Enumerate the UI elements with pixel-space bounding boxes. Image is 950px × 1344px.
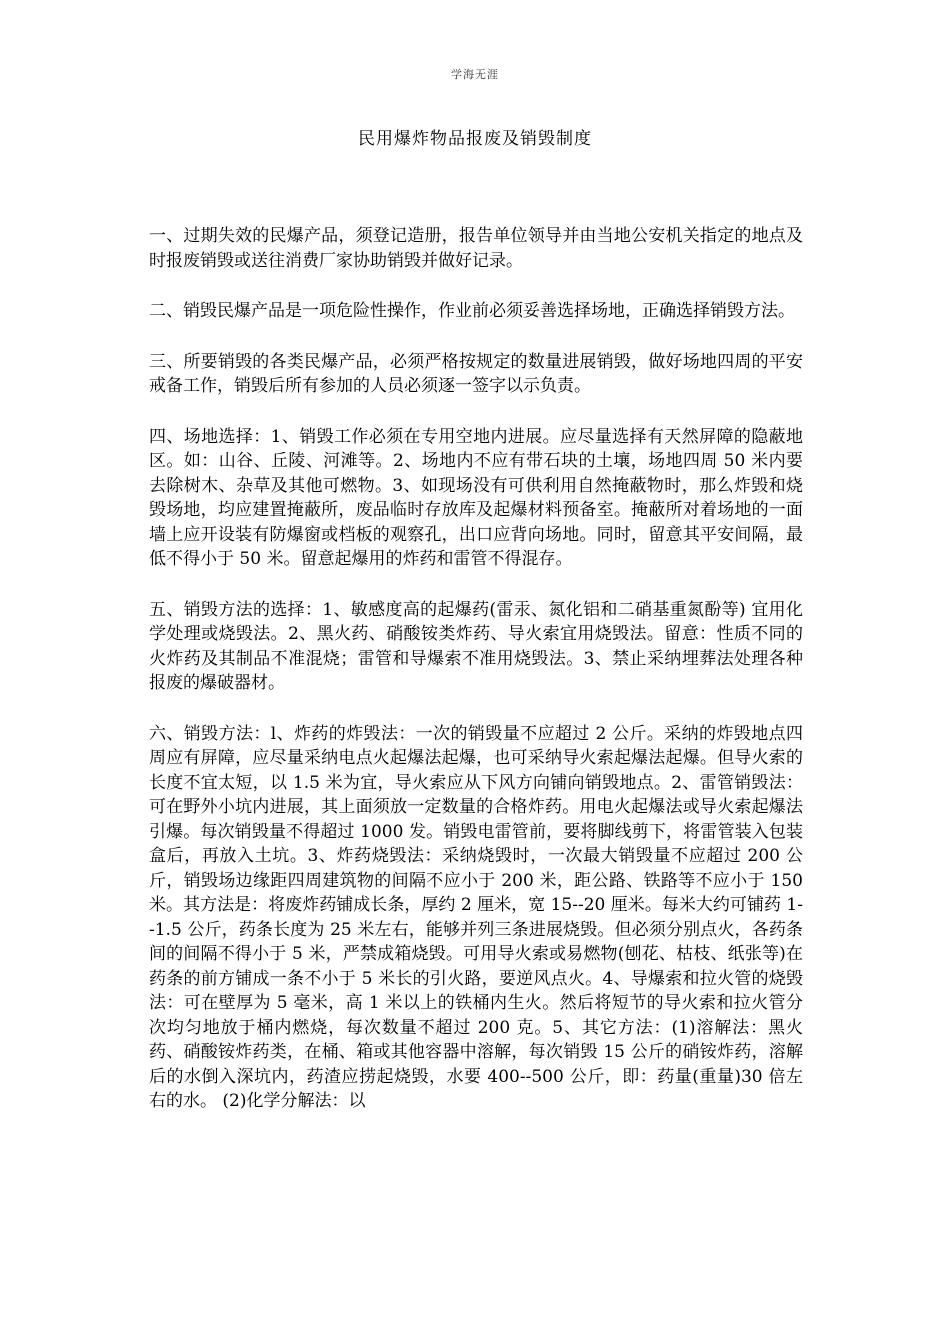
- paragraph-1: 一、过期失效的民爆产品，须登记造册，报告单位领导并由当地公安机关指定的地点及时报废销毁或送往消费厂家协助销毁并做好记录。: [149, 226, 803, 271]
- paragraph-2: 二、销毁民爆产品是一项危险性操作，作业前必须妥善选择场地，正确选择销毁方法。: [149, 301, 795, 321]
- paragraph-5: 五、销毁方法的选择：1、敏感度高的起爆药(雷汞、氮化铝和二硝基重氮酚等) 宜用化学处理或烧毁法。2、黑火药、硝酸铵类炸药、导火索宜用烧毁法。留意：性质不同的火炸药及其制品不准混烧；雷管和导爆索不准用烧毁法。3、禁止采纳埋葬法处理各种报废的爆破器材。: [149, 599, 803, 693]
- page-header: 学海无涯: [451, 68, 499, 81]
- document-title: 民用爆炸物品报废及销毁制度: [358, 129, 592, 149]
- paragraph-6: 六、销毁方法：l、炸药的炸毁法：一次的销毁量不应超过 2 公斤。采纳的炸毁地点四周应有屏障，应尽量采纳电点火起爆法起爆，也可采纳导火索起爆法起爆。但导火索的长度不宜太短，以 1.5 米为宜，导火索应从下风方向铺向销毁地点。2、雷管销毁法：可在野外小坑内进展，其上面须放一定数量的合格炸药。用电火起爆法或导火索起爆法引爆。每次销毁量不得超过 1000 发。销毁电雷管前，要将脚线剪下，将雷管装入包装盒后，再放入土坑。3、炸药烧毁法：采纳烧毁时，一次最大销毁量不应超过 200 公斤，销毁场边缘距四周建筑物的间隔不应小于 200 米，距公路、铁路等不应小于 150 米。其方法是：将废炸药铺成长条，厚约 2 厘米，宽 15--20 厘米。每米大约可铺药 1--1.5 公斤，药条长度为 25 米左右，能够并列三条进展烧毁。但必须分别点火，各药条间的间隔不得小于 5 米，严禁成箱烧毁。可用导火索或易燃物(刨花、枯枝、纸张等)在药条的前方铺成一条不小于 5 米长的引火路，要逆风点火。4、导爆索和拉火管的烧毁法：可在壁厚为 5 毫米，高 1 米以上的铁桶内生火。然后将短节的导火索和拉火管分次均匀地放于桶内燃烧，每次数量不超过 200 克。5、其它方法：(1)溶解法：黑火药、硝酸铵炸药类，在桶、箱或其他容器中溶解，每次销毁 15 公斤的硝铵炸药，溶解后的水倒入深坑内，药渣应捞起烧毁，水要 400--500 公斤，即：药量(重量)30 倍左右的水。 (2)化学分解法：以: [149, 723, 803, 1111]
- paragraph-3: 三、所要销毁的各类民爆产品，必须严格按规定的数量进展销毁，做好场地四周的平安戒备工作，销毁后所有参加的人员必须逐一签字以示负责。: [149, 351, 803, 396]
- paragraph-4: 四、场地选择：1、销毁工作必须在专用空地内进展。应尽量选择有天然屏障的隐蔽地区。如：山谷、丘陵、河滩等。2、场地内不应有带石块的土壤，场地四周 50 米内要去除树木、杂草及其他可燃物。3、如现场没有可供利用自然掩蔽物时，那么炸毁和烧毁场地，均应建置掩蔽所，废品临时存放库及起爆材料预备室。掩蔽所对着场地的一面墙上应开设装有防爆窗或档板的观察孔，出口应背向场地。同时，留意其平安间隔，最低不得小于 50 米。留意起爆用的炸药和雷管不得混存。: [149, 426, 803, 569]
- document-body: [149, 224, 803, 1140]
